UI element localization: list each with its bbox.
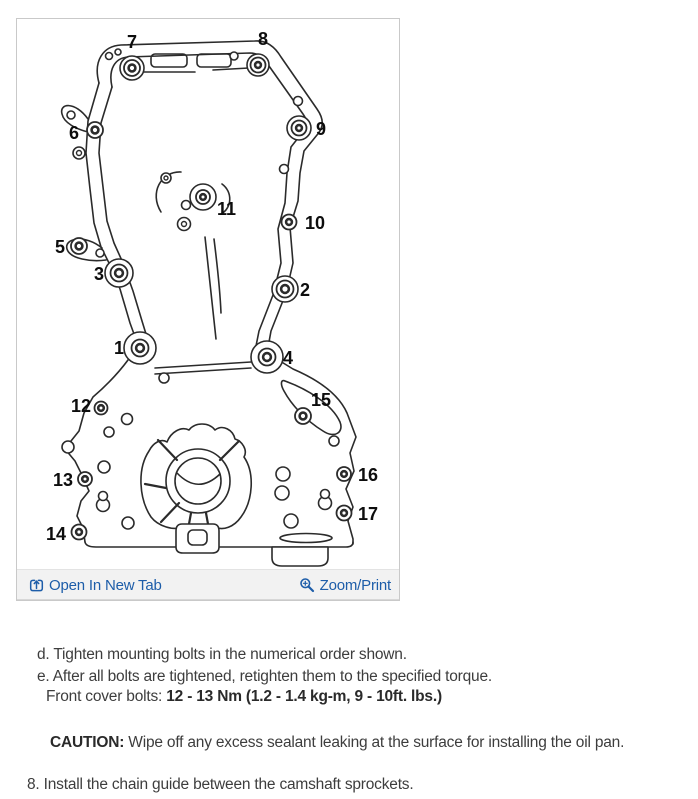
bolt-6-inner <box>92 127 99 134</box>
bolt-hole <box>230 52 238 60</box>
bolt-number-labels <box>46 29 378 544</box>
bolt-hole <box>159 373 169 383</box>
pump-spokes <box>145 440 239 524</box>
bolt-1-inner <box>136 344 144 352</box>
crank-chord <box>177 473 220 484</box>
bolt-number-6: 6 <box>68 123 79 143</box>
step-d-text: d. Tighten mounting bolts in the numerical order shown. <box>37 646 407 663</box>
crank-opening-inner <box>175 458 221 504</box>
top-rail-slot <box>197 54 231 67</box>
caution-label: CAUTION: <box>50 734 125 751</box>
bolt-hole <box>99 492 108 501</box>
bolt-hole <box>98 461 110 473</box>
bolt-number-12: 12 <box>70 396 91 416</box>
caution-text: Wipe off any excess sealant leaking at the surface for installing the oil pan. <box>124 734 625 751</box>
bolt-15-inner <box>300 413 307 420</box>
bolt-hole <box>67 111 75 119</box>
bolt-hole <box>280 165 289 174</box>
front-cover-bolts-spec-line <box>46 688 442 706</box>
bolt-number-4: 4 <box>283 348 294 368</box>
bolt-3-inner <box>115 269 123 277</box>
bolt-16-inner <box>341 471 347 477</box>
bolt-8-inner <box>255 62 261 68</box>
diagram-image <box>17 19 399 569</box>
bolt-hole <box>321 490 330 499</box>
bolt-hole-inner <box>182 222 187 227</box>
bottom-bracket <box>176 524 219 553</box>
caution-line <box>50 734 624 752</box>
bolt-number-13: 13 <box>52 470 73 490</box>
bolt-hole <box>276 467 290 481</box>
figure-footer-bar <box>17 569 399 600</box>
bolt-10-inner <box>286 219 292 225</box>
bolt-hole <box>62 441 74 453</box>
image-viewer-panel <box>16 18 400 601</box>
zoom-print-icon <box>299 577 315 593</box>
bolt-2-inner <box>281 285 289 293</box>
bolt-number-10: 10 <box>305 213 326 233</box>
bolt-hole <box>106 53 113 60</box>
bolt-hole <box>115 49 121 55</box>
bolt-7-inner <box>129 65 136 72</box>
bottom-slot <box>280 534 332 543</box>
bolt-hole <box>329 436 339 446</box>
zoom-print-link[interactable] <box>299 577 391 594</box>
bolt-9-inner <box>296 125 302 131</box>
bolt-hole <box>104 427 114 437</box>
bolt-hole <box>284 514 298 528</box>
bolt-hole-inner <box>77 151 82 156</box>
bolt-number-17: 17 <box>358 504 379 524</box>
bolt-number-11: 11 <box>217 199 237 219</box>
bolt-hole <box>275 486 289 500</box>
bolt-number-16: 16 <box>358 465 379 485</box>
bolt-number-3: 3 <box>93 264 104 284</box>
bolt-number-15: 15 <box>311 390 332 410</box>
timing-cover-diagram <box>17 19 399 569</box>
bolt-14-inner <box>76 529 82 535</box>
bolt-number-1: 1 <box>113 338 124 358</box>
open-in-new-tab-link[interactable] <box>29 577 162 594</box>
bolt-hole <box>122 517 134 529</box>
bolt-hole <box>96 249 104 257</box>
top-rail-lines <box>137 68 249 72</box>
bolt-number-7: 7 <box>126 32 138 52</box>
step-8-text: 8. Install the chain guide between the camshaft sprockets. <box>27 776 414 793</box>
bolt-4-inner <box>263 353 271 361</box>
bolt-hole-inner <box>164 176 168 180</box>
bolt-number-9: 9 <box>316 119 327 139</box>
bolt-hole <box>182 201 191 210</box>
step-e-text: e. After all bolts are tightened, retighten them to the specified torque. <box>37 668 492 685</box>
open-in-new-tab-icon <box>29 578 44 593</box>
bolt-hole <box>294 97 303 106</box>
bolt-12-inner <box>98 405 104 411</box>
front-cover-bolts-label: Front cover bolts: <box>46 688 167 705</box>
waist-rails <box>155 362 251 374</box>
bottom-tab <box>272 547 328 566</box>
zoom-print-label: Zoom/Print <box>319 576 391 594</box>
bolt-number-2: 2 <box>300 280 311 300</box>
lower-cover-left <box>65 345 138 542</box>
bolt-number-8: 8 <box>257 29 269 49</box>
bolt-hole <box>122 414 133 425</box>
bolt-17-inner <box>341 510 347 516</box>
bolt-number-5: 5 <box>54 237 65 257</box>
chain-guide-lines <box>205 237 221 339</box>
open-in-new-tab-label: Open In New Tab <box>49 576 162 594</box>
bolt-5-inner <box>76 243 83 250</box>
upper-cover-left-inner <box>99 87 150 347</box>
front-cover-bolts-torque-value: 12 - 13 Nm (1.2 - 1.4 kg-m, 9 - 10ft. lbs.) <box>166 688 442 705</box>
bolt-number-14: 14 <box>45 524 66 544</box>
bolt-13-inner <box>82 476 88 482</box>
bolt-11-inner <box>200 194 206 200</box>
